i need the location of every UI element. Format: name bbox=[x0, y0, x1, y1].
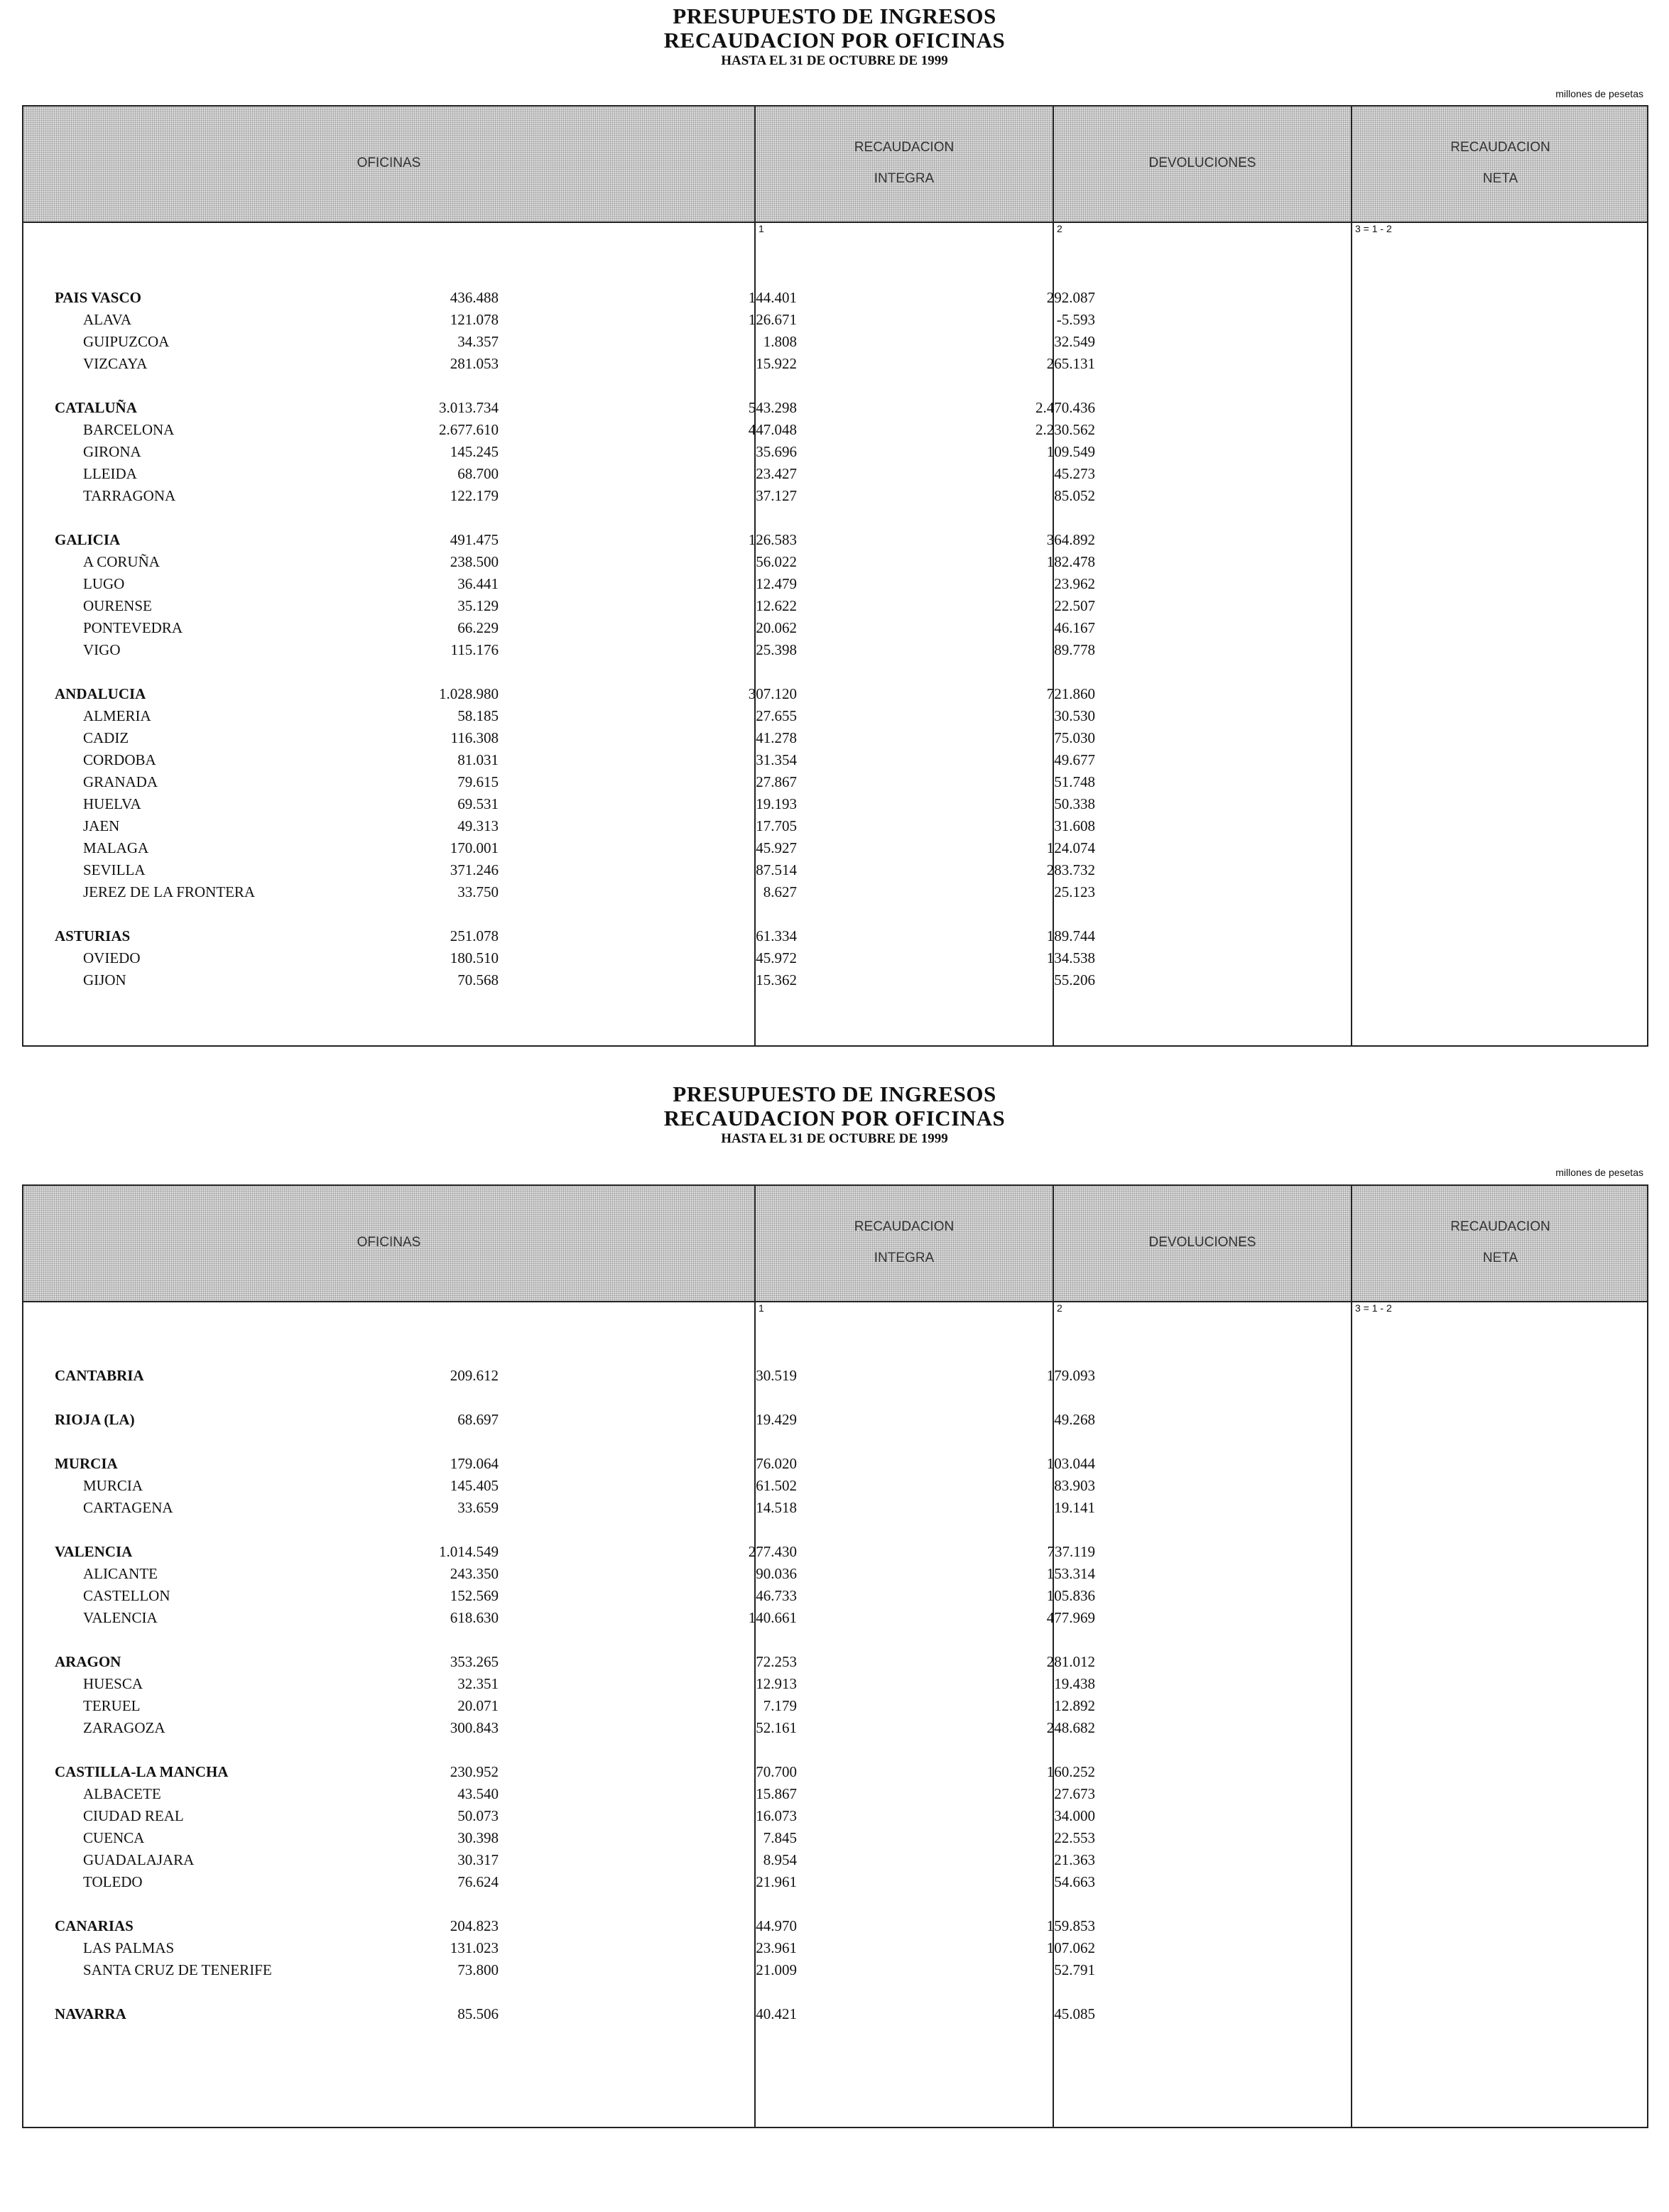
recaudacion-neta-value: 105.836 bbox=[1046, 1587, 1095, 1604]
devoluciones-value: 15.922 bbox=[756, 355, 797, 372]
recaudacion-neta-value: 49.268 bbox=[1054, 1411, 1095, 1428]
table-row bbox=[23, 839, 1647, 861]
recaudacion-integra-value: 73.800 bbox=[457, 1961, 499, 1978]
devoluciones-value: 87.514 bbox=[756, 861, 797, 878]
group-row bbox=[23, 1455, 1647, 1476]
devoluciones-value: 20.062 bbox=[756, 619, 797, 636]
recaudacion-integra-value: 43.540 bbox=[457, 1785, 499, 1802]
office-name: HUELVA bbox=[83, 795, 141, 812]
recaudacion-neta-value: 23.962 bbox=[1054, 575, 1095, 592]
recaudacion-neta-value: 21.363 bbox=[1054, 1851, 1095, 1868]
office-name: ALMERIA bbox=[83, 707, 151, 724]
devoluciones-value: 1.808 bbox=[763, 333, 797, 350]
recaudacion-integra-value: 145.405 bbox=[450, 1477, 499, 1494]
devoluciones-value: 16.073 bbox=[756, 1807, 797, 1824]
devoluciones-value: 126.583 bbox=[748, 531, 797, 548]
recaudacion-integra-value: 180.510 bbox=[450, 949, 499, 966]
group-row bbox=[23, 685, 1647, 707]
recaudacion-integra-value: 618.630 bbox=[450, 1609, 499, 1626]
recaudacion-neta-value: 179.093 bbox=[1046, 1367, 1095, 1384]
devoluciones-value: 41.278 bbox=[756, 729, 797, 746]
office-name: OURENSE bbox=[83, 597, 152, 614]
office-name: ALBACETE bbox=[83, 1785, 161, 1802]
office-name: NAVARRA bbox=[55, 2005, 126, 2022]
office-name: PONTEVEDRA bbox=[83, 619, 183, 636]
recaudacion-integra-value: 33.659 bbox=[457, 1499, 499, 1516]
devoluciones-value: 46.733 bbox=[756, 1587, 797, 1604]
units-label: millones de pesetas bbox=[1555, 1167, 1643, 1178]
header-oficinas: OFICINAS bbox=[357, 1235, 421, 1250]
office-name: RIOJA (LA) bbox=[55, 1411, 135, 1428]
devoluciones-value: 12.913 bbox=[756, 1675, 797, 1692]
office-name: PAIS VASCO bbox=[55, 289, 141, 306]
office-name: ARAGON bbox=[55, 1653, 121, 1670]
group-row bbox=[23, 1411, 1647, 1432]
recaudacion-neta-value: 75.030 bbox=[1054, 729, 1095, 746]
group-row bbox=[23, 1917, 1647, 1939]
table-row bbox=[23, 707, 1647, 729]
office-name: ALICANTE bbox=[83, 1565, 158, 1582]
table-row bbox=[23, 1565, 1647, 1586]
table-row bbox=[23, 971, 1647, 993]
devoluciones-value: 45.972 bbox=[756, 949, 797, 966]
table-row bbox=[23, 1961, 1647, 1983]
devoluciones-value: 8.954 bbox=[763, 1851, 797, 1868]
recaudacion-integra-value: 353.265 bbox=[450, 1653, 499, 1670]
devoluciones-value: 19.429 bbox=[756, 1411, 797, 1428]
recaudacion-integra-value: 20.071 bbox=[457, 1697, 499, 1714]
recaudacion-integra-value: 300.843 bbox=[450, 1719, 499, 1736]
recaudacion-neta-value: 55.206 bbox=[1054, 971, 1095, 988]
devoluciones-value: 61.334 bbox=[756, 927, 797, 944]
recaudacion-neta-value: 50.338 bbox=[1054, 795, 1095, 812]
devoluciones-value: 15.362 bbox=[756, 971, 797, 988]
office-name: A CORUÑA bbox=[83, 553, 160, 570]
recaudacion-neta-value: 27.673 bbox=[1054, 1785, 1095, 1802]
office-name: VIZCAYA bbox=[83, 355, 148, 372]
recaudacion-integra-value: 69.531 bbox=[457, 795, 499, 812]
recaudacion-neta-value: 103.044 bbox=[1046, 1455, 1095, 1472]
devoluciones-value: 21.961 bbox=[756, 1873, 797, 1890]
recaudacion-neta-value: 19.141 bbox=[1054, 1499, 1095, 1516]
devoluciones-value: 543.298 bbox=[748, 399, 797, 416]
office-name: CASTELLON bbox=[83, 1587, 170, 1604]
table-row bbox=[23, 1609, 1647, 1630]
devoluciones-value: 35.696 bbox=[756, 443, 797, 460]
recaudacion-integra-value: 115.176 bbox=[450, 641, 499, 658]
table-row bbox=[23, 817, 1647, 839]
office-name: ANDALUCIA bbox=[55, 685, 146, 702]
devoluciones-value: 15.867 bbox=[756, 1785, 797, 1802]
report-title: PRESUPUESTO DE INGRESOS bbox=[673, 1082, 996, 1106]
office-name: MALAGA bbox=[83, 839, 149, 856]
recaudacion-neta-value: 737.119 bbox=[1047, 1543, 1095, 1560]
recaudacion-neta-value: 721.860 bbox=[1046, 685, 1095, 702]
devoluciones-value: 72.253 bbox=[756, 1653, 797, 1670]
devoluciones-value: 61.502 bbox=[756, 1477, 797, 1494]
devoluciones-value: 7.845 bbox=[763, 1829, 797, 1846]
group-row bbox=[23, 2005, 1647, 2027]
recaudacion-integra-value: 68.697 bbox=[457, 1411, 499, 1428]
recaudacion-neta-value: 22.507 bbox=[1054, 597, 1095, 614]
office-name: CADIZ bbox=[83, 729, 129, 746]
office-name: CORDOBA bbox=[83, 751, 156, 768]
group-row bbox=[23, 1653, 1647, 1674]
devoluciones-value: 14.518 bbox=[756, 1499, 797, 1516]
recaudacion-neta-value: 22.553 bbox=[1054, 1829, 1095, 1846]
table-row bbox=[23, 1477, 1647, 1498]
recaudacion-integra-value: 209.612 bbox=[450, 1367, 499, 1384]
office-name: TERUEL bbox=[83, 1697, 141, 1714]
devoluciones-value: 90.036 bbox=[756, 1565, 797, 1582]
recaudacion-neta-value: 49.677 bbox=[1054, 751, 1095, 768]
table-row bbox=[23, 641, 1647, 663]
report-title: PRESUPUESTO DE INGRESOS bbox=[673, 4, 996, 28]
recaudacion-integra-value: 204.823 bbox=[450, 1917, 499, 1934]
devoluciones-value: 17.705 bbox=[756, 817, 797, 834]
report-date: HASTA EL 31 DE OCTUBRE DE 1999 bbox=[721, 1131, 948, 1146]
office-name: LLEIDA bbox=[83, 465, 137, 482]
recaudacion-neta-value: 189.744 bbox=[1046, 927, 1095, 944]
devoluciones-value: 8.627 bbox=[763, 883, 797, 900]
office-name: GRANADA bbox=[83, 773, 158, 790]
report-subtitle: RECAUDACION POR OFICINAS bbox=[663, 28, 1006, 53]
office-name: ZARAGOZA bbox=[83, 1719, 165, 1736]
recaudacion-integra-value: 436.488 bbox=[450, 289, 499, 306]
recaudacion-neta-value: 2.230.562 bbox=[1035, 421, 1095, 438]
recaudacion-neta-value: 159.853 bbox=[1046, 1917, 1095, 1934]
revenue-table bbox=[22, 1184, 1648, 2128]
recaudacion-neta-value: 32.549 bbox=[1054, 333, 1095, 350]
recaudacion-integra-value: 281.053 bbox=[450, 355, 499, 372]
group-row bbox=[23, 1543, 1647, 1564]
table-row bbox=[23, 1587, 1647, 1608]
recaudacion-integra-value: 76.624 bbox=[457, 1873, 499, 1890]
recaudacion-integra-value: 145.245 bbox=[450, 443, 499, 460]
table-row bbox=[23, 421, 1647, 442]
table-row bbox=[23, 1807, 1647, 1829]
devoluciones-value: 21.009 bbox=[756, 1961, 797, 1978]
devoluciones-value: 76.020 bbox=[756, 1455, 797, 1472]
recaudacion-integra-value: 85.506 bbox=[457, 2005, 499, 2022]
devoluciones-value: 144.401 bbox=[748, 289, 797, 306]
devoluciones-value: 52.161 bbox=[756, 1719, 797, 1736]
recaudacion-neta-value: 153.314 bbox=[1046, 1565, 1095, 1582]
devoluciones-value: 19.193 bbox=[756, 795, 797, 812]
header-recaudacion-neta: RECAUDACION NETA bbox=[1450, 1219, 1550, 1265]
table-row bbox=[23, 575, 1647, 596]
report-header bbox=[0, 4, 1669, 70]
table-row bbox=[23, 773, 1647, 795]
recaudacion-neta-value: -5.593 bbox=[1056, 311, 1095, 328]
table-row bbox=[23, 597, 1647, 619]
recaudacion-integra-value: 70.568 bbox=[457, 971, 499, 988]
devoluciones-value: 447.048 bbox=[748, 421, 797, 438]
group-row bbox=[23, 399, 1647, 420]
office-name: MURCIA bbox=[83, 1477, 143, 1494]
table-row bbox=[23, 1697, 1647, 1718]
recaudacion-integra-value: 2.677.610 bbox=[439, 421, 499, 438]
report-date: HASTA EL 31 DE OCTUBRE DE 1999 bbox=[721, 53, 948, 68]
recaudacion-integra-value: 131.023 bbox=[450, 1939, 499, 1956]
office-name: TOLEDO bbox=[83, 1873, 143, 1890]
report-page-2 bbox=[0, 1076, 1669, 2198]
devoluciones-value: 140.661 bbox=[748, 1609, 797, 1626]
column-number-3: 3 = 1 - 2 bbox=[1355, 1302, 1392, 1314]
recaudacion-neta-value: 25.123 bbox=[1054, 883, 1095, 900]
header-devoluciones: DEVOLUCIONES bbox=[1148, 156, 1256, 170]
devoluciones-value: 12.479 bbox=[756, 575, 797, 592]
recaudacion-neta-value: 109.549 bbox=[1046, 443, 1095, 460]
table-row bbox=[23, 443, 1647, 464]
office-name: SANTA CRUZ DE TENERIFE bbox=[83, 1961, 272, 1978]
recaudacion-integra-value: 1.028.980 bbox=[439, 685, 499, 702]
office-name: CATALUÑA bbox=[55, 399, 137, 416]
recaudacion-integra-value: 170.001 bbox=[450, 839, 499, 856]
recaudacion-neta-value: 89.778 bbox=[1054, 641, 1095, 658]
office-name: GIJON bbox=[83, 971, 126, 988]
devoluciones-value: 277.430 bbox=[748, 1543, 797, 1560]
recaudacion-neta-value: 283.732 bbox=[1046, 861, 1095, 878]
recaudacion-neta-value: 12.892 bbox=[1054, 1697, 1095, 1714]
table-row bbox=[23, 751, 1647, 773]
office-name: LUGO bbox=[83, 575, 125, 592]
office-name: BARCELONA bbox=[83, 421, 175, 438]
office-name: OVIEDO bbox=[83, 949, 141, 966]
table-row bbox=[23, 553, 1647, 574]
recaudacion-integra-value: 50.073 bbox=[457, 1807, 499, 1824]
recaudacion-integra-value: 49.313 bbox=[457, 817, 499, 834]
recaudacion-neta-value: 281.012 bbox=[1046, 1653, 1095, 1670]
table-row bbox=[23, 1873, 1647, 1895]
recaudacion-integra-value: 371.246 bbox=[450, 861, 499, 878]
column-number-1: 1 bbox=[759, 1302, 764, 1314]
table-row bbox=[23, 883, 1647, 905]
table-row bbox=[23, 1675, 1647, 1696]
office-name: JEREZ DE LA FRONTERA bbox=[83, 883, 256, 900]
recaudacion-integra-value: 79.615 bbox=[457, 773, 499, 790]
header-recaudacion-integra: RECAUDACION INTEGRA bbox=[854, 1219, 955, 1265]
devoluciones-value: 31.354 bbox=[756, 751, 797, 768]
group-row bbox=[23, 531, 1647, 552]
office-name: CANARIAS bbox=[55, 1917, 134, 1934]
recaudacion-integra-value: 33.750 bbox=[457, 883, 499, 900]
table-row bbox=[23, 1719, 1647, 1740]
recaudacion-neta-value: 124.074 bbox=[1046, 839, 1095, 856]
office-name: CUENCA bbox=[83, 1829, 145, 1846]
group-row bbox=[23, 927, 1647, 949]
recaudacion-neta-value: 265.131 bbox=[1046, 355, 1095, 372]
recaudacion-integra-value: 116.308 bbox=[450, 729, 499, 746]
column-number-2: 2 bbox=[1057, 223, 1062, 234]
devoluciones-value: 12.622 bbox=[756, 597, 797, 614]
recaudacion-neta-value: 83.903 bbox=[1054, 1477, 1095, 1494]
header-devoluciones: DEVOLUCIONES bbox=[1148, 1235, 1256, 1250]
table-row bbox=[23, 949, 1647, 971]
office-name: MURCIA bbox=[55, 1455, 118, 1472]
table-row bbox=[23, 619, 1647, 641]
office-name: LAS PALMAS bbox=[83, 1939, 175, 1956]
column-number-3: 3 = 1 - 2 bbox=[1355, 223, 1392, 234]
office-name: VALENCIA bbox=[83, 1609, 158, 1626]
recaudacion-integra-value: 35.129 bbox=[457, 597, 499, 614]
revenue-table bbox=[22, 105, 1648, 1047]
table-row bbox=[23, 465, 1647, 486]
recaudacion-integra-value: 121.078 bbox=[450, 311, 499, 328]
office-name: GIRONA bbox=[83, 443, 141, 460]
recaudacion-neta-value: 19.438 bbox=[1054, 1675, 1095, 1692]
table-row bbox=[23, 1851, 1647, 1873]
office-name: GALICIA bbox=[55, 531, 121, 548]
office-name: VALENCIA bbox=[55, 1543, 133, 1560]
recaudacion-integra-value: 243.350 bbox=[450, 1565, 499, 1582]
recaudacion-neta-value: 46.167 bbox=[1054, 619, 1095, 636]
recaudacion-integra-value: 58.185 bbox=[457, 707, 499, 724]
devoluciones-value: 37.127 bbox=[756, 487, 797, 504]
recaudacion-integra-value: 34.357 bbox=[457, 333, 499, 350]
recaudacion-integra-value: 36.441 bbox=[457, 575, 499, 592]
table-row bbox=[23, 795, 1647, 817]
units-label: millones de pesetas bbox=[1555, 88, 1643, 99]
devoluciones-value: 23.961 bbox=[756, 1939, 797, 1956]
office-name: CASTILLA-LA MANCHA bbox=[55, 1763, 229, 1780]
devoluciones-value: 27.867 bbox=[756, 773, 797, 790]
devoluciones-value: 7.179 bbox=[763, 1697, 797, 1714]
recaudacion-neta-value: 51.748 bbox=[1054, 773, 1095, 790]
recaudacion-neta-value: 107.062 bbox=[1046, 1939, 1095, 1956]
recaudacion-neta-value: 45.273 bbox=[1054, 465, 1095, 482]
office-name: GUADALAJARA bbox=[83, 1851, 195, 1868]
devoluciones-value: 30.519 bbox=[756, 1367, 797, 1384]
devoluciones-value: 23.427 bbox=[756, 465, 797, 482]
recaudacion-integra-value: 122.179 bbox=[450, 487, 499, 504]
office-name: SEVILLA bbox=[83, 861, 146, 878]
recaudacion-integra-value: 238.500 bbox=[450, 553, 499, 570]
office-name: VIGO bbox=[83, 641, 121, 658]
report-page-1 bbox=[0, 0, 1669, 1058]
devoluciones-value: 25.398 bbox=[756, 641, 797, 658]
office-name: TARRAGONA bbox=[83, 487, 176, 504]
recaudacion-integra-value: 66.229 bbox=[457, 619, 499, 636]
devoluciones-value: 44.970 bbox=[756, 1917, 797, 1934]
table-row bbox=[23, 1939, 1647, 1961]
recaudacion-integra-value: 81.031 bbox=[457, 751, 499, 768]
group-row bbox=[23, 1763, 1647, 1785]
office-name: JAEN bbox=[83, 817, 120, 834]
table-row bbox=[23, 1829, 1647, 1851]
recaudacion-neta-value: 477.969 bbox=[1046, 1609, 1095, 1626]
table-row bbox=[23, 311, 1647, 332]
office-name: CANTABRIA bbox=[55, 1367, 144, 1384]
header-oficinas: OFICINAS bbox=[357, 156, 421, 170]
recaudacion-integra-value: 152.569 bbox=[450, 1587, 499, 1604]
recaudacion-neta-value: 54.663 bbox=[1054, 1873, 1095, 1890]
office-name: HUESCA bbox=[83, 1675, 143, 1692]
recaudacion-neta-value: 34.000 bbox=[1054, 1807, 1095, 1824]
recaudacion-integra-value: 1.014.549 bbox=[439, 1543, 499, 1560]
office-name: GUIPUZCOA bbox=[83, 333, 170, 350]
recaudacion-neta-value: 182.478 bbox=[1046, 553, 1095, 570]
office-name: ALAVA bbox=[83, 311, 132, 328]
table-row bbox=[23, 487, 1647, 508]
devoluciones-value: 45.927 bbox=[756, 839, 797, 856]
header-recaudacion-neta: RECAUDACION NETA bbox=[1450, 140, 1550, 186]
recaudacion-neta-value: 160.252 bbox=[1046, 1763, 1095, 1780]
recaudacion-neta-value: 2.470.436 bbox=[1035, 399, 1095, 416]
report-header bbox=[0, 1082, 1669, 1148]
recaudacion-neta-value: 30.530 bbox=[1054, 707, 1095, 724]
recaudacion-integra-value: 230.952 bbox=[450, 1763, 499, 1780]
devoluciones-value: 126.671 bbox=[748, 311, 797, 328]
column-number-2: 2 bbox=[1057, 1302, 1062, 1314]
table-row bbox=[23, 729, 1647, 751]
table-row bbox=[23, 355, 1647, 376]
devoluciones-value: 40.421 bbox=[756, 2005, 797, 2022]
recaudacion-integra-value: 68.700 bbox=[457, 465, 499, 482]
recaudacion-integra-value: 179.064 bbox=[450, 1455, 499, 1472]
recaudacion-integra-value: 3.013.734 bbox=[439, 399, 499, 416]
recaudacion-integra-value: 32.351 bbox=[457, 1675, 499, 1692]
devoluciones-value: 70.700 bbox=[756, 1763, 797, 1780]
recaudacion-integra-value: 251.078 bbox=[450, 927, 499, 944]
recaudacion-neta-value: 292.087 bbox=[1046, 289, 1095, 306]
group-row bbox=[23, 289, 1647, 310]
table-row bbox=[23, 333, 1647, 354]
recaudacion-neta-value: 45.085 bbox=[1054, 2005, 1095, 2022]
table-row bbox=[23, 1499, 1647, 1520]
office-name: CIUDAD REAL bbox=[83, 1807, 184, 1824]
recaudacion-neta-value: 52.791 bbox=[1054, 1961, 1095, 1978]
column-number-1: 1 bbox=[759, 223, 764, 234]
office-name: CARTAGENA bbox=[83, 1499, 173, 1516]
office-name: ASTURIAS bbox=[55, 927, 131, 944]
recaudacion-integra-value: 30.317 bbox=[457, 1851, 499, 1868]
recaudacion-neta-value: 364.892 bbox=[1046, 531, 1095, 548]
recaudacion-neta-value: 248.682 bbox=[1046, 1719, 1095, 1736]
recaudacion-neta-value: 31.608 bbox=[1054, 817, 1095, 834]
table-row bbox=[23, 1785, 1647, 1807]
recaudacion-integra-value: 30.398 bbox=[457, 1829, 499, 1846]
table-row bbox=[23, 861, 1647, 883]
group-row bbox=[23, 1367, 1647, 1388]
devoluciones-value: 27.655 bbox=[756, 707, 797, 724]
recaudacion-integra-value: 491.475 bbox=[450, 531, 499, 548]
devoluciones-value: 307.120 bbox=[748, 685, 797, 702]
header-recaudacion-integra: RECAUDACION INTEGRA bbox=[854, 140, 955, 186]
recaudacion-neta-value: 134.538 bbox=[1046, 949, 1095, 966]
report-subtitle: RECAUDACION POR OFICINAS bbox=[663, 1106, 1006, 1130]
devoluciones-value: 56.022 bbox=[756, 553, 797, 570]
recaudacion-neta-value: 85.052 bbox=[1054, 487, 1095, 504]
